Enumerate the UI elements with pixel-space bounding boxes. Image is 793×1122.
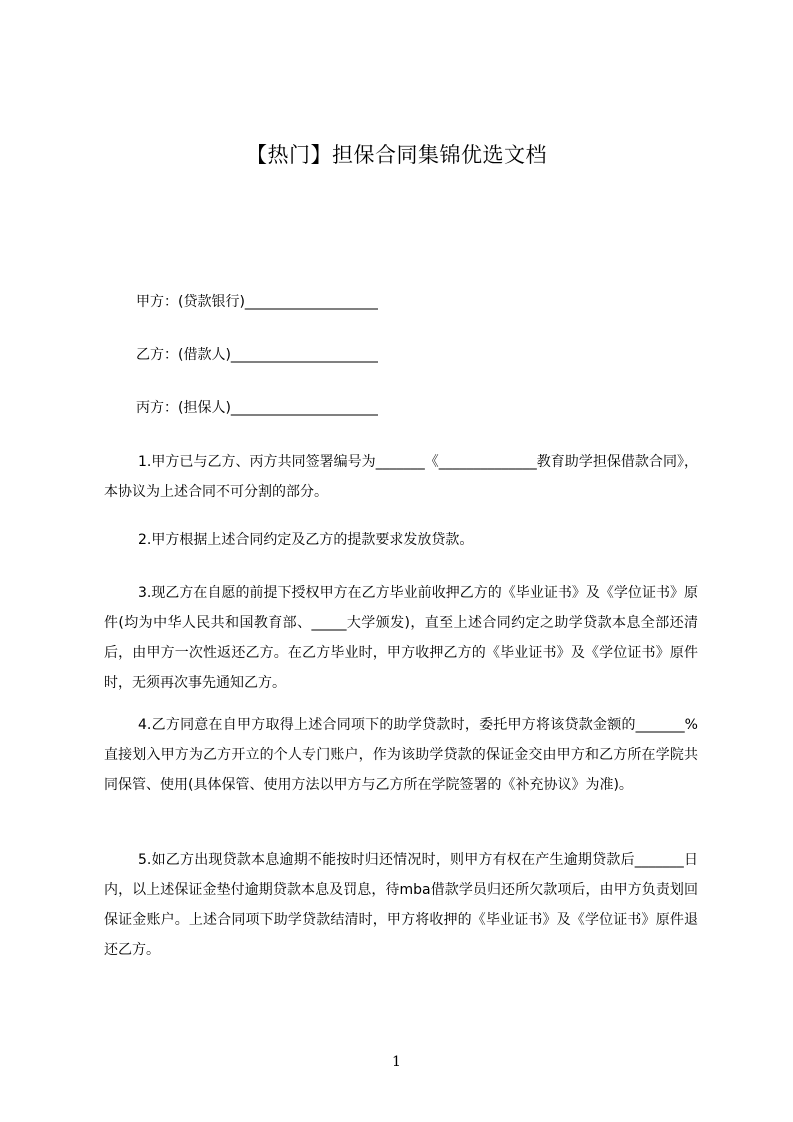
- document-title: 【热门】担保合同集锦优选文档: [246, 143, 547, 167]
- clause-2: 2.甲方根据上述合同约定及乙方的提款要求发放贷款。: [138, 532, 474, 548]
- clause-1: 1.甲方已与乙方、丙方共同签署编号为_______《______________教育助学担保借款合同》，本协议为上述合同不可分割的部分。: [104, 454, 698, 500]
- page-number: 1: [392, 1054, 401, 1070]
- party-c-line: 丙方：(担保人)_____________________: [136, 400, 378, 416]
- clause-4: 4.乙方同意在自甲方取得上述合同项下的助学贷款时，委托甲方将该贷款金额的_______%直接划入甲方为乙方开立的个人专门账户，作为该助学贷款的保证金交由甲方和乙方所在学院共同保管、使用(具体保管、使用方法以甲方与乙方所在学院签署的《补充协议》为准)。: [104, 717, 698, 793]
- clause-5: 5.如乙方出现贷款本息逾期不能按时归还情况时，则甲方有权在产生逾期贷款后_______日内，以上述保证金垫付逾期贷款本息及罚息，待mba借款学员归还所欠款项后，由甲方负责划回保证金账户。上述合同项下助学贷款结清时，甲方将收押的《毕业证书》及《学位证书》原件退还乙方。: [104, 852, 698, 958]
- party-a-line: 甲方：(贷款银行)___________________: [136, 294, 378, 310]
- clause-3: 3.现乙方在自愿的前提下授权甲方在乙方毕业前收押乙方的《毕业证书》及《学位证书》原件(均为中华人民共和国教育部、_____大学颁发)，直至上述合同约定之助学贷款本息全部还清后，由甲方一次性返还乙方。在乙方毕业时，甲方收押乙方的《毕业证书》及《学位证书》原件时，无须再次事先通知乙方。: [104, 585, 698, 691]
- party-b-line: 乙方：(借款人)_____________________: [136, 347, 378, 363]
